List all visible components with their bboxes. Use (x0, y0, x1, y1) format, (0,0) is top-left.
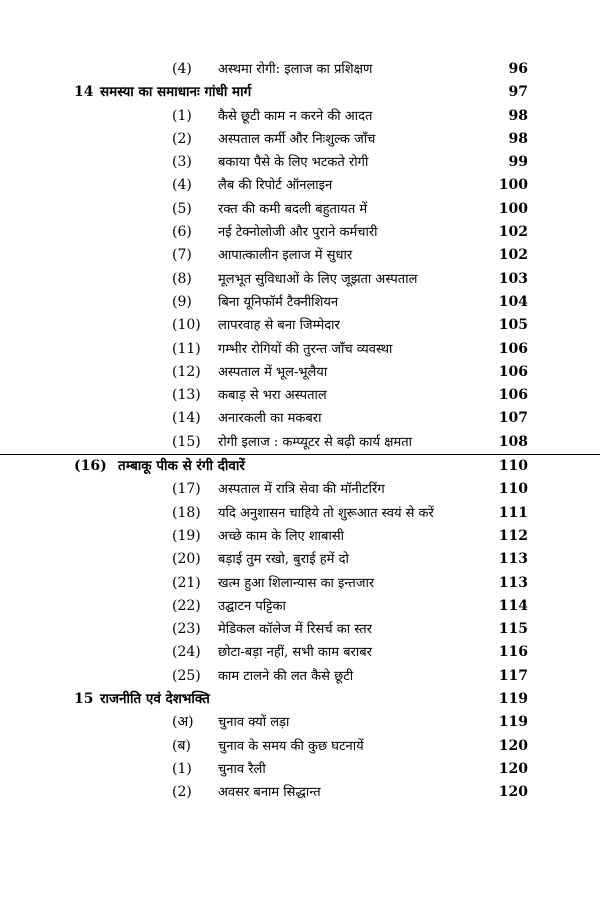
toc-entry-number: (17) (172, 481, 201, 498)
toc-entry-number: (4) (172, 177, 192, 194)
toc-entry-number: 14 (74, 84, 94, 101)
toc-entry-number: (21) (172, 574, 201, 591)
toc-entry-number: (22) (172, 597, 201, 614)
toc-entry-title: समस्या का समाधानः गांधी मार्ग (100, 84, 252, 101)
toc-entry-title: काम टालने की लत कैसे छूटी (218, 668, 354, 684)
toc-entry-title: उद्घाटन पट्टिका (218, 598, 286, 614)
toc-entry-page: 113 (498, 551, 528, 568)
toc-entry (0, 105, 600, 128)
toc-entry-page: 106 (498, 387, 528, 404)
toc-entry-title: आपात्कालीन इलाज में सुधार (218, 248, 353, 264)
toc-entry-title: लापरवाह से बना जिम्मेदार (218, 318, 340, 334)
toc-entry-title: अस्पताल कर्मी और निःशुल्क जाँच (218, 131, 376, 147)
toc-entry-title: कबाड़ से भरा अस्पताल (218, 388, 327, 404)
toc-entry (0, 665, 600, 688)
toc-entry-number: (ब) (172, 737, 191, 754)
toc-entry (0, 128, 600, 151)
toc-entry (0, 384, 600, 407)
toc-entry-page: 120 (498, 784, 528, 801)
toc-entry-page: 117 (498, 667, 528, 684)
toc-entry (0, 781, 600, 804)
toc-entry-page: 97 (508, 84, 528, 101)
toc-entry-title: अस्पताल में भूल-भूलैया (218, 364, 328, 380)
toc-entry-number: (19) (172, 527, 201, 544)
toc-entry-page: 113 (498, 574, 528, 591)
toc-entry-page: 103 (498, 270, 528, 287)
toc-entry (0, 268, 600, 291)
toc-entry (0, 641, 600, 664)
toc-entry-page: 119 (498, 714, 528, 731)
toc-entry-number: (20) (172, 551, 201, 568)
toc-entry-page: 115 (498, 621, 528, 638)
toc-entry-number: (8) (172, 270, 192, 287)
toc-entry (0, 711, 600, 734)
toc-entry-number: (1) (172, 760, 192, 777)
toc-entry-title: अस्पताल में रात्रि सेवा की मॉनीटरिंग (218, 482, 385, 498)
toc-entry-number: (9) (172, 293, 192, 310)
toc-entry (0, 81, 600, 104)
toc-entry (0, 338, 600, 361)
toc-entry-page: 114 (498, 597, 528, 614)
toc-entry-title: अस्थमा रोगी: इलाज का प्रशिक्षण (218, 62, 373, 77)
toc-entry (0, 502, 600, 525)
toc-entry-page: 110 (498, 458, 528, 475)
toc-entry-page: 111 (498, 504, 528, 521)
toc-entry (0, 572, 600, 595)
toc-entry-title: मूलभूत सुविधाओं के लिए जूझता अस्पताल (218, 271, 418, 287)
toc-entry-title: गम्भीर रोगियों की तुरन्त जाँच व्यवस्था (218, 341, 393, 357)
toc-entry-page: 105 (498, 317, 528, 334)
toc-entry-title: बड़ाई तुम रखो, बुराई हमें दो (218, 552, 349, 568)
toc-entry-title: बिना यूनिफॉर्म टैक्नीशियन (218, 294, 339, 310)
toc-entry (0, 407, 600, 430)
toc-entry-page: 119 (498, 691, 528, 708)
toc-entry (0, 548, 600, 571)
toc-entry-number: (16) (74, 458, 107, 475)
toc-entry (0, 618, 600, 641)
toc-entry-number: (23) (172, 621, 201, 638)
toc-entry-page: 120 (498, 737, 528, 754)
toc-entry-title: चुनाव क्यों लड़ा (218, 715, 290, 731)
toc-entry-page: 107 (498, 410, 528, 427)
toc-entry-number: (7) (172, 247, 192, 264)
toc-entry-page: 120 (498, 760, 528, 777)
toc-entry (0, 595, 600, 618)
toc-entry (0, 454, 600, 478)
toc-entry-number: (24) (172, 644, 201, 661)
toc-entry-title: अवसर बनाम सिद्धान्त (218, 785, 321, 801)
toc-entry-page: 99 (508, 154, 528, 171)
toc-entry-number: (अ) (172, 714, 194, 731)
toc-entry-page: 96 (508, 61, 528, 77)
toc-entry-title: कैसे छूटी काम न करने की आदत (218, 108, 373, 124)
toc-entry-page: 104 (498, 293, 528, 310)
toc-entry-number: (11) (172, 340, 201, 357)
toc-entry (0, 198, 600, 221)
toc-entry-number: (12) (172, 363, 201, 380)
toc-entry-page: 100 (498, 177, 528, 194)
toc-entry (0, 525, 600, 548)
toc-entry (0, 735, 600, 758)
toc-entry-title: राजनीति एवं देशभक्ति (100, 691, 210, 708)
toc-entry-title: लैब की रिपोर्ट ऑनलाइन (218, 178, 333, 194)
toc-entry (0, 758, 600, 781)
toc-entry-page: 116 (498, 644, 528, 661)
toc-entry-number: (2) (172, 784, 192, 801)
toc-entry-title: मेडिकल कॉलेज में रिसर्च का स्तर (218, 622, 373, 638)
toc-entry-title: नई टेक्नोलोजी और पुराने कर्मचारी (218, 225, 378, 241)
toc-entry (0, 58, 600, 81)
toc-entry-number: (1) (172, 107, 192, 124)
toc-entry-number: (2) (172, 130, 192, 147)
table-of-contents (0, 58, 600, 805)
toc-entry-number: (14) (172, 410, 201, 427)
toc-entry (0, 221, 600, 244)
toc-entry-page: 106 (498, 340, 528, 357)
toc-entry-number: (25) (172, 667, 201, 684)
toc-entry-page: 102 (498, 247, 528, 264)
toc-entry-page: 106 (498, 363, 528, 380)
toc-entry-page: 102 (498, 224, 528, 241)
toc-entry-title: तम्बाकू पीक से रंगी दीवारें (118, 458, 245, 475)
toc-entry-page: 108 (498, 433, 528, 450)
toc-entry-number: (15) (172, 433, 201, 450)
toc-entry (0, 151, 600, 174)
toc-entry-number: (5) (172, 200, 192, 217)
toc-entry-title: चुनाव रैली (218, 761, 266, 777)
toc-entry-title: छोटा-बड़ा नहीं, सभी काम बराबर (218, 645, 372, 661)
toc-entry (0, 244, 600, 267)
toc-entry-title: रक्त की कमी बदली बहुतायत में (218, 201, 368, 217)
toc-entry-page: 98 (508, 107, 528, 124)
toc-entry (0, 361, 600, 384)
toc-entry (0, 688, 600, 711)
toc-entry (0, 174, 600, 197)
toc-entry-page: 110 (498, 481, 528, 498)
toc-entry-number: (10) (172, 317, 201, 334)
toc-entry-number: (4) (172, 61, 192, 77)
toc-entry-number: (18) (172, 504, 201, 521)
toc-entry-page: 112 (498, 527, 528, 544)
toc-entry-title: यदि अनुशासन चाहिये तो शुरूआत स्वयं से करें (218, 505, 434, 521)
toc-entry (0, 314, 600, 337)
toc-entry-page: 100 (498, 200, 528, 217)
toc-entry-title: खत्म हुआ शिलान्यास का इन्तजार (218, 575, 375, 591)
toc-entry-title: बकाया पैसे के लिए भटकते रोगी (218, 155, 369, 171)
toc-entry (0, 431, 600, 454)
toc-entry-number: 15 (74, 691, 94, 708)
toc-entry (0, 478, 600, 501)
toc-entry-title: रोगी इलाज : कम्प्यूटर से बढ़ी कार्य क्षमता (218, 434, 412, 450)
toc-entry-number: (3) (172, 154, 192, 171)
toc-entry-title: अच्छे काम के लिए शाबासी (218, 528, 344, 544)
toc-entry-title: चुनाव के समय की कुछ घटनायें (218, 738, 364, 754)
toc-entry-title: अनारकली का मकबरा (218, 411, 322, 427)
toc-entry-number: (13) (172, 387, 201, 404)
toc-entry-page: 98 (508, 130, 528, 147)
toc-entry-number: (6) (172, 224, 192, 241)
toc-entry (0, 291, 600, 314)
